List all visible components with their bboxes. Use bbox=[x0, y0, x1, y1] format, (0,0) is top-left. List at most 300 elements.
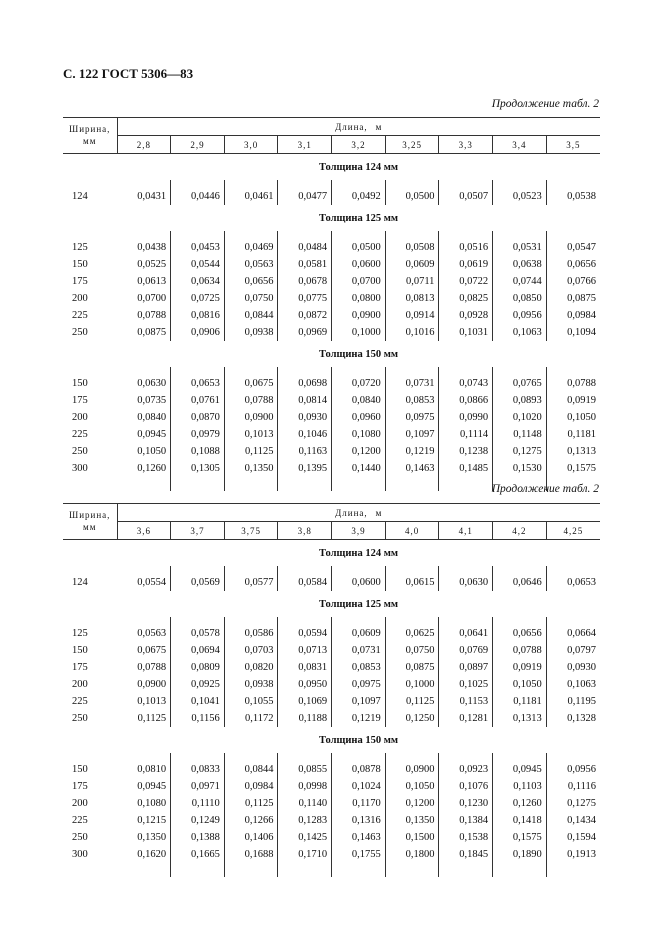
volume-cell bbox=[117, 180, 171, 188]
table-row bbox=[63, 659, 600, 676]
volume-cell bbox=[385, 863, 439, 877]
volume-cell: 0,0630 bbox=[439, 574, 493, 591]
volume-cell: 0,0872 bbox=[278, 307, 332, 324]
volume-cell: 0,1020 bbox=[493, 409, 547, 426]
thickness-section-row bbox=[63, 727, 600, 753]
spacer-row bbox=[63, 367, 600, 375]
volume-cell bbox=[171, 753, 225, 761]
volume-cell: 0,1283 bbox=[278, 812, 332, 829]
volume-cell bbox=[439, 617, 493, 625]
volume-cell: 0,0855 bbox=[278, 761, 332, 778]
volume-cell: 0,0875 bbox=[117, 324, 171, 341]
volume-cell bbox=[224, 367, 278, 375]
volume-cell bbox=[493, 617, 547, 625]
volume-cell: 0,1575 bbox=[493, 829, 547, 846]
volume-cell: 0,1088 bbox=[171, 443, 225, 460]
volume-cell: 0,1103 bbox=[493, 778, 547, 795]
volume-cell: 0,0664 bbox=[567, 628, 596, 639]
volume-cell: 0,1249 bbox=[171, 812, 225, 829]
volume-cell: 0,0923 bbox=[439, 761, 493, 778]
volume-cell bbox=[278, 367, 332, 375]
table-row bbox=[63, 188, 600, 205]
volume-cell: 0,1063 bbox=[493, 324, 547, 341]
volume-cell bbox=[546, 617, 600, 625]
volume-cell: 0,1013 bbox=[224, 426, 278, 443]
volume-cell: 0,0722 bbox=[439, 273, 493, 290]
width-cell bbox=[63, 727, 117, 753]
volume-cell: 0,0788 bbox=[567, 378, 596, 389]
volume-cell: 0,1313 bbox=[567, 446, 596, 457]
volume-cell: 0,0900 bbox=[385, 761, 439, 778]
volume-cell: 0,1000 bbox=[332, 324, 386, 341]
volume-cell bbox=[439, 231, 493, 239]
volume-cell: 0,1181 bbox=[493, 693, 547, 710]
volume-cell: 0,0945 bbox=[117, 426, 171, 443]
volume-cell: 0,1125 bbox=[224, 795, 278, 812]
volume-cell: 0,0975 bbox=[385, 409, 439, 426]
volume-cell: 0,1219 bbox=[332, 710, 386, 727]
volume-cell bbox=[117, 863, 171, 877]
volume-cell: 0,1230 bbox=[439, 795, 493, 812]
width-cell: 150 bbox=[72, 259, 88, 270]
volume-cell: 0,0853 bbox=[385, 392, 439, 409]
table-row bbox=[63, 443, 600, 460]
table-row bbox=[63, 307, 600, 324]
volume-cell: 0,0814 bbox=[278, 392, 332, 409]
volume-cell: 0,1200 bbox=[385, 795, 439, 812]
volume-cell bbox=[278, 753, 332, 761]
length-column-header: 3,7 bbox=[171, 522, 225, 540]
volume-cell: 0,1094 bbox=[567, 327, 596, 338]
volume-cell: 0,0678 bbox=[278, 273, 332, 290]
volume-cell: 0,1406 bbox=[224, 829, 278, 846]
table-row bbox=[63, 778, 600, 795]
volume-cell bbox=[385, 477, 439, 491]
width-cell: 300 bbox=[72, 463, 88, 474]
volume-cell: 0,0788 bbox=[224, 392, 278, 409]
volume-cell: 0,1710 bbox=[278, 846, 332, 863]
volume-cell: 0,0735 bbox=[117, 392, 171, 409]
volume-cell bbox=[439, 753, 493, 761]
length-column-header: 4,25 bbox=[546, 522, 600, 540]
table-row bbox=[63, 256, 600, 273]
width-header-text: Ширина, bbox=[69, 124, 111, 135]
thickness-heading: Толщина 125 мм bbox=[318, 598, 399, 610]
volume-cell: 0,0600 bbox=[332, 574, 386, 591]
volume-cell: 0,0870 bbox=[171, 409, 225, 426]
volume-cell: 0,0930 bbox=[278, 409, 332, 426]
volume-cell: 0,0720 bbox=[332, 375, 386, 392]
length-column-header: 3,25 bbox=[385, 136, 439, 154]
volume-cell bbox=[332, 231, 386, 239]
volume-cell: 0,1114 bbox=[439, 426, 493, 443]
volume-cell: 0,0875 bbox=[567, 293, 596, 304]
volume-cell: 0,0956 bbox=[567, 764, 596, 775]
volume-cell bbox=[439, 863, 493, 877]
width-cell: 250 bbox=[72, 713, 88, 724]
width-cell: 150 bbox=[72, 645, 88, 656]
volume-cell bbox=[117, 367, 171, 375]
spacer-row bbox=[63, 863, 600, 877]
volume-cell: 0,0831 bbox=[278, 659, 332, 676]
table-row bbox=[63, 375, 600, 392]
volume-cell bbox=[224, 566, 278, 574]
volume-cell bbox=[117, 477, 171, 491]
volume-cell: 0,0634 bbox=[171, 273, 225, 290]
volume-cell bbox=[278, 617, 332, 625]
table-row bbox=[63, 324, 600, 341]
volume-cell: 0,0840 bbox=[117, 409, 171, 426]
volume-cell bbox=[278, 863, 332, 877]
length-column-header: 3,2 bbox=[332, 136, 386, 154]
width-cell bbox=[63, 231, 117, 239]
width-cell bbox=[63, 617, 117, 625]
volume-cell: 0,0844 bbox=[224, 307, 278, 324]
volume-cell: 0,0769 bbox=[439, 642, 493, 659]
volume-cell: 0,0725 bbox=[171, 290, 225, 307]
volume-cell bbox=[278, 231, 332, 239]
volume-cell: 0,0531 bbox=[493, 239, 547, 256]
volume-cell: 0,0893 bbox=[493, 392, 547, 409]
width-cell: 200 bbox=[72, 412, 88, 423]
volume-cell bbox=[385, 180, 439, 188]
volume-table bbox=[63, 117, 600, 491]
volume-cell: 0,0765 bbox=[493, 375, 547, 392]
length-column-header: 3,9 bbox=[332, 522, 386, 540]
volume-cell: 0,1350 bbox=[385, 812, 439, 829]
volume-cell bbox=[278, 180, 332, 188]
volume-cell bbox=[546, 231, 600, 239]
volume-cell: 0,0813 bbox=[385, 290, 439, 307]
volume-cell: 0,1000 bbox=[385, 676, 439, 693]
volume-cell bbox=[332, 566, 386, 574]
volume-cell: 0,1125 bbox=[385, 693, 439, 710]
thickness-heading: Толщина 124 мм bbox=[318, 161, 399, 173]
volume-cell: 0,0945 bbox=[117, 778, 171, 795]
volume-cell: 0,1260 bbox=[493, 795, 547, 812]
volume-cell: 0,1076 bbox=[439, 778, 493, 795]
volume-cell: 0,0554 bbox=[117, 574, 171, 591]
table-row bbox=[63, 239, 600, 256]
volume-cell: 0,0525 bbox=[117, 256, 171, 273]
volume-cell: 0,0609 bbox=[385, 256, 439, 273]
volume-cell bbox=[224, 863, 278, 877]
spacer-row bbox=[63, 617, 600, 625]
volume-cell: 0,0900 bbox=[332, 307, 386, 324]
thickness-section-row bbox=[63, 205, 600, 231]
volume-cell: 0,0975 bbox=[332, 676, 386, 693]
volume-cell bbox=[385, 367, 439, 375]
volume-cell: 0,0584 bbox=[278, 574, 332, 591]
volume-cell bbox=[117, 617, 171, 625]
volume-cell: 0,0700 bbox=[117, 290, 171, 307]
volume-cell: 0,1238 bbox=[439, 443, 493, 460]
thickness-heading: Толщина 124 мм bbox=[318, 547, 399, 559]
volume-cell: 0,1665 bbox=[171, 846, 225, 863]
volume-cell: 0,1116 bbox=[567, 781, 596, 792]
thickness-section-row bbox=[63, 341, 600, 367]
volume-cell bbox=[171, 477, 225, 491]
volume-cell: 0,0788 bbox=[117, 307, 171, 324]
length-header-text: м bbox=[375, 507, 383, 518]
volume-cell: 0,0971 bbox=[171, 778, 225, 795]
volume-cell: 0,1463 bbox=[385, 460, 439, 477]
volume-cell: 0,1055 bbox=[224, 693, 278, 710]
table-row bbox=[63, 846, 600, 863]
width-cell: 200 bbox=[72, 293, 88, 304]
volume-cell bbox=[224, 753, 278, 761]
volume-cell: 0,1069 bbox=[278, 693, 332, 710]
volume-cell: 0,1172 bbox=[224, 710, 278, 727]
volume-cell: 0,1388 bbox=[171, 829, 225, 846]
volume-cell: 0,0930 bbox=[567, 662, 596, 673]
volume-cell: 0,1181 bbox=[567, 429, 596, 440]
volume-cell: 0,0711 bbox=[385, 273, 439, 290]
volume-cell: 0,0744 bbox=[493, 273, 547, 290]
volume-cell: 0,1275 bbox=[567, 798, 596, 809]
length-header bbox=[117, 504, 600, 522]
length-column-header: 4,1 bbox=[439, 522, 493, 540]
width-column-header bbox=[63, 118, 117, 154]
volume-cell: 0,1025 bbox=[439, 676, 493, 693]
volume-cell: 0,1050 bbox=[117, 443, 171, 460]
volume-cell: 0,0969 bbox=[278, 324, 332, 341]
volume-cell: 0,0446 bbox=[171, 188, 225, 205]
volume-cell: 0,0906 bbox=[171, 324, 225, 341]
volume-cell bbox=[171, 863, 225, 877]
width-cell bbox=[63, 154, 117, 181]
volume-cell: 0,0569 bbox=[171, 574, 225, 591]
table-row bbox=[63, 409, 600, 426]
length-column-header: 2,9 bbox=[171, 136, 225, 154]
volume-cell: 0,0653 bbox=[567, 577, 596, 588]
volume-cell: 0,1031 bbox=[439, 324, 493, 341]
volume-cell: 0,0928 bbox=[439, 307, 493, 324]
volume-cell: 0,0743 bbox=[439, 375, 493, 392]
length-header-text: Длина, bbox=[335, 507, 368, 518]
volume-cell: 0,0938 bbox=[224, 324, 278, 341]
volume-cell: 0,1463 bbox=[332, 829, 386, 846]
volume-cell: 0,1384 bbox=[439, 812, 493, 829]
table-row bbox=[63, 392, 600, 409]
volume-cell: 0,1913 bbox=[567, 849, 596, 860]
width-cell: 175 bbox=[72, 395, 88, 406]
volume-cell: 0,1688 bbox=[224, 846, 278, 863]
volume-cell bbox=[546, 566, 600, 574]
volume-cell: 0,0477 bbox=[278, 188, 332, 205]
volume-cell bbox=[493, 180, 547, 188]
volume-cell bbox=[493, 753, 547, 761]
volume-cell: 0,0675 bbox=[224, 375, 278, 392]
volume-cell: 0,1350 bbox=[224, 460, 278, 477]
length-header bbox=[117, 118, 600, 136]
volume-cell: 0,0700 bbox=[332, 273, 386, 290]
volume-cell: 0,0619 bbox=[439, 256, 493, 273]
volume-cell: 0,1046 bbox=[278, 426, 332, 443]
table-row bbox=[63, 761, 600, 778]
table-row bbox=[63, 812, 600, 829]
volume-cell: 0,1016 bbox=[385, 324, 439, 341]
width-header-text: Ширина, bbox=[69, 510, 111, 521]
table-header bbox=[63, 504, 600, 540]
width-cell bbox=[63, 367, 117, 375]
volume-cell: 0,0600 bbox=[332, 256, 386, 273]
volume-cell: 0,1266 bbox=[224, 812, 278, 829]
width-cell: 124 bbox=[72, 191, 88, 202]
volume-cell bbox=[546, 863, 600, 877]
volume-cell: 0,1575 bbox=[567, 463, 596, 474]
volume-cell: 0,0613 bbox=[117, 273, 171, 290]
volume-cell bbox=[278, 477, 332, 491]
volume-cell: 0,0507 bbox=[439, 188, 493, 205]
volume-cell: 0,0577 bbox=[224, 574, 278, 591]
length-column-header: 3,4 bbox=[493, 136, 547, 154]
volume-cell: 0,1153 bbox=[439, 693, 493, 710]
volume-cell bbox=[546, 180, 600, 188]
volume-cell: 0,1097 bbox=[332, 693, 386, 710]
width-cell: 225 bbox=[72, 815, 88, 826]
volume-cell: 0,0656 bbox=[567, 259, 596, 270]
length-column-header: 2,8 bbox=[117, 136, 171, 154]
width-cell: 200 bbox=[72, 679, 88, 690]
volume-cell: 0,0731 bbox=[385, 375, 439, 392]
volume-cell: 0,1195 bbox=[567, 696, 596, 707]
table-header bbox=[63, 118, 600, 154]
volume-cell: 0,1063 bbox=[567, 679, 596, 690]
volume-cell: 0,0630 bbox=[117, 375, 171, 392]
length-column-header: 3,3 bbox=[439, 136, 493, 154]
spacer-row bbox=[63, 753, 600, 761]
volume-cell: 0,1140 bbox=[278, 795, 332, 812]
volume-cell: 0,0919 bbox=[493, 659, 547, 676]
volume-cell: 0,0878 bbox=[332, 761, 386, 778]
width-cell bbox=[63, 540, 117, 567]
volume-cell: 0,1350 bbox=[117, 829, 171, 846]
volume-cell: 0,1275 bbox=[493, 443, 547, 460]
volume-cell bbox=[332, 863, 386, 877]
thickness-heading: Толщина 150 мм bbox=[318, 734, 399, 746]
volume-cell: 0,0844 bbox=[224, 761, 278, 778]
length-column-header: 3,75 bbox=[224, 522, 278, 540]
volume-cell: 0,0960 bbox=[332, 409, 386, 426]
length-column-header: 3,6 bbox=[117, 522, 171, 540]
volume-cell: 0,0563 bbox=[224, 256, 278, 273]
volume-cell bbox=[493, 367, 547, 375]
volume-cell: 0,0646 bbox=[493, 574, 547, 591]
width-cell bbox=[63, 205, 117, 231]
volume-cell: 0,0810 bbox=[117, 761, 171, 778]
volume-cell bbox=[171, 231, 225, 239]
volume-cell: 0,0998 bbox=[278, 778, 332, 795]
spacer-row bbox=[63, 180, 600, 188]
table-row bbox=[63, 676, 600, 693]
volume-cell: 0,0766 bbox=[567, 276, 596, 287]
volume-cell bbox=[332, 753, 386, 761]
volume-cell: 0,1755 bbox=[332, 846, 386, 863]
volume-cell: 0,0990 bbox=[439, 409, 493, 426]
volume-cell bbox=[493, 566, 547, 574]
volume-cell bbox=[224, 617, 278, 625]
volume-cell: 0,1200 bbox=[332, 443, 386, 460]
volume-cell bbox=[493, 863, 547, 877]
volume-cell bbox=[332, 367, 386, 375]
volume-cell: 0,0984 bbox=[224, 778, 278, 795]
width-cell bbox=[63, 180, 117, 188]
width-cell: 124 bbox=[72, 577, 88, 588]
length-column-header: 3,8 bbox=[278, 522, 332, 540]
volume-cell: 0,0956 bbox=[493, 307, 547, 324]
volume-cell: 0,0731 bbox=[332, 642, 386, 659]
volume-cell: 0,0713 bbox=[278, 642, 332, 659]
volume-cell: 0,0516 bbox=[439, 239, 493, 256]
volume-cell: 0,0820 bbox=[224, 659, 278, 676]
width-cell: 125 bbox=[72, 242, 88, 253]
width-cell bbox=[63, 753, 117, 761]
volume-cell: 0,0816 bbox=[171, 307, 225, 324]
volume-cell: 0,0484 bbox=[278, 239, 332, 256]
volume-cell: 0,0625 bbox=[385, 625, 439, 642]
length-column-header: 4,0 bbox=[385, 522, 439, 540]
volume-cell bbox=[117, 753, 171, 761]
volume-cell: 0,1050 bbox=[493, 676, 547, 693]
spacer-row bbox=[63, 566, 600, 574]
volume-cell: 0,0825 bbox=[439, 290, 493, 307]
length-column-header: 3,5 bbox=[546, 136, 600, 154]
volume-table bbox=[63, 503, 600, 877]
volume-cell: 0,1219 bbox=[385, 443, 439, 460]
width-cell bbox=[63, 341, 117, 367]
volume-cell: 0,1418 bbox=[493, 812, 547, 829]
thickness-section-row bbox=[63, 540, 600, 567]
volume-cell bbox=[385, 753, 439, 761]
table-row bbox=[63, 795, 600, 812]
volume-cell: 0,1215 bbox=[117, 812, 171, 829]
volume-cell: 0,0809 bbox=[171, 659, 225, 676]
volume-cell bbox=[171, 367, 225, 375]
width-cell: 250 bbox=[72, 446, 88, 457]
volume-cell: 0,1188 bbox=[278, 710, 332, 727]
volume-cell: 0,0761 bbox=[171, 392, 225, 409]
volume-cell: 0,1890 bbox=[493, 846, 547, 863]
width-cell: 150 bbox=[72, 378, 88, 389]
volume-cell: 0,1594 bbox=[567, 832, 596, 843]
width-cell: 300 bbox=[72, 849, 88, 860]
page-header: С. 122 ГОСТ 5306—83 bbox=[63, 66, 194, 81]
volume-cell: 0,0945 bbox=[493, 761, 547, 778]
volume-cell: 0,0508 bbox=[385, 239, 439, 256]
volume-cell: 0,1080 bbox=[117, 795, 171, 812]
volume-cell: 0,0938 bbox=[224, 676, 278, 693]
volume-cell: 0,0833 bbox=[171, 761, 225, 778]
continuation-label: Продолжение табл. 2 bbox=[491, 483, 599, 495]
table-row bbox=[63, 574, 600, 591]
volume-cell: 0,0641 bbox=[439, 625, 493, 642]
length-column-header: 3,1 bbox=[278, 136, 332, 154]
volume-cell: 0,0609 bbox=[332, 625, 386, 642]
volume-cell: 0,0675 bbox=[117, 642, 171, 659]
volume-cell: 0,0453 bbox=[171, 239, 225, 256]
volume-cell: 0,1845 bbox=[439, 846, 493, 863]
volume-cell: 0,0694 bbox=[171, 642, 225, 659]
volume-cell: 0,0594 bbox=[278, 625, 332, 642]
volume-cell: 0,0431 bbox=[117, 188, 171, 205]
volume-cell: 0,1041 bbox=[171, 693, 225, 710]
width-cell: 200 bbox=[72, 798, 88, 809]
thickness-section-row bbox=[63, 154, 600, 181]
volume-cell: 0,0638 bbox=[493, 256, 547, 273]
table-row bbox=[63, 829, 600, 846]
volume-cell: 0,1013 bbox=[117, 693, 171, 710]
